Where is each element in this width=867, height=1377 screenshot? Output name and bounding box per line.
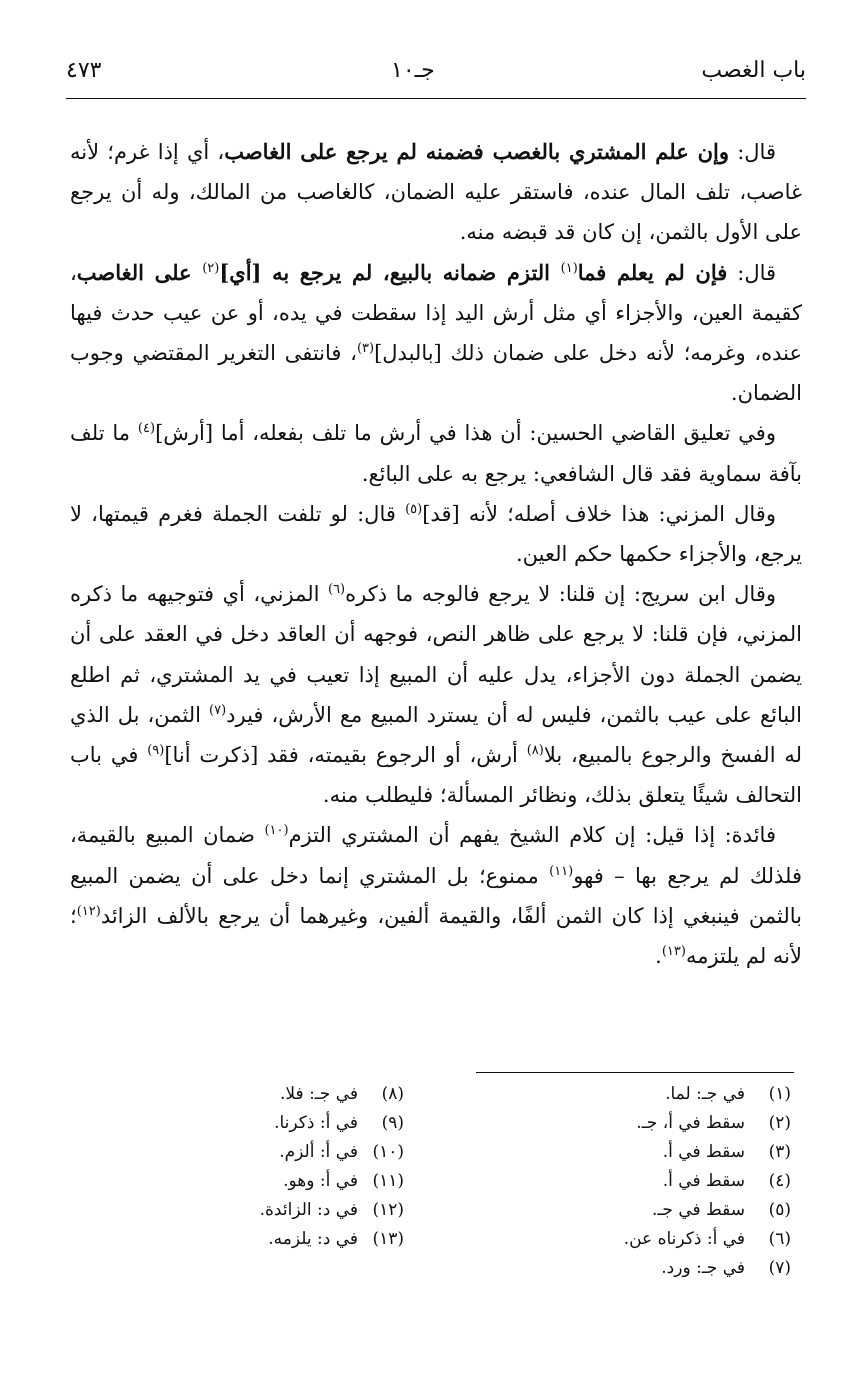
footnote-text: سقط في جـ. bbox=[652, 1200, 745, 1220]
bold-text: وإن علم المشتري بالغصب فضمنه لم يرجع على الغاصب bbox=[224, 139, 730, 164]
footnote-ref: (١٣) bbox=[661, 944, 686, 960]
footnote-ref: (٦) bbox=[327, 582, 346, 598]
footnote bbox=[461, 1167, 791, 1196]
bold-text: على الغاصب bbox=[76, 259, 203, 285]
footnote-text: في جـ: فلا. bbox=[280, 1084, 358, 1104]
footnote-number: (٢) bbox=[768, 1113, 791, 1133]
footnote-text: في د: يلزمه. bbox=[268, 1229, 358, 1249]
footnote-text: سقط في أ. bbox=[662, 1171, 745, 1191]
paragraph-text: وفي تعليق القاضي الحسين: أن هذا في أرش ما تلف بفعله، أما [أرش] bbox=[155, 421, 776, 446]
footnote bbox=[461, 1196, 791, 1225]
paragraph-text: وقال المزني: هذا خلاف أصله؛ لأنه [قد] bbox=[422, 501, 776, 526]
paragraph-text: ، فانتفى التغرير المقتضي وجوب الضمان. bbox=[70, 341, 802, 406]
footnote-text: في أ: ذكرناه عن. bbox=[623, 1229, 745, 1249]
footnote-number: (٣) bbox=[768, 1142, 791, 1162]
footnote bbox=[74, 1167, 404, 1196]
paragraph-text: ضمان المبيع بالقيمة، فلذلك لم يرجع بها – فهو bbox=[70, 823, 802, 888]
footnote-divider bbox=[476, 1072, 794, 1073]
paragraph bbox=[70, 132, 802, 253]
footnote-ref: (٧) bbox=[209, 702, 227, 718]
footnote-number: (٥) bbox=[768, 1200, 791, 1220]
footnote-number: (٤) bbox=[768, 1171, 791, 1191]
volume-label: جـ١٠ bbox=[391, 58, 435, 83]
paragraph-text: ما تلف بآفة سماوية فقد قال الشافعي: يرجع به على البائع. bbox=[70, 421, 802, 486]
footnote-ref: (٢) bbox=[202, 260, 220, 276]
paragraph bbox=[70, 253, 802, 414]
footnote-number: (٦) bbox=[768, 1229, 791, 1249]
paragraph bbox=[70, 815, 802, 976]
footnote-text: في أ: وهو. bbox=[283, 1171, 358, 1191]
paragraph-lead: قال: bbox=[727, 260, 777, 285]
footnote-number: (١) bbox=[768, 1084, 791, 1104]
footnote bbox=[74, 1138, 404, 1167]
footnote bbox=[74, 1109, 404, 1138]
bold-text: التزم ضمانه بالبيع، لم يرجع به [أي] bbox=[219, 259, 561, 285]
paragraph-text: ممنوع؛ بل المشتري إنما دخل على أن يضمن المبيع بالثمن فينبغي إذا كان الثمن ألفًا، والقيمة ألفين، وغيرهما أن يرجع بالألف الزائد bbox=[70, 863, 802, 928]
chapter-title: باب الغصب bbox=[701, 58, 806, 83]
footnote-number: (١٢) bbox=[372, 1200, 404, 1220]
paragraph bbox=[70, 494, 802, 574]
footnote-ref: (١٠) bbox=[264, 823, 289, 839]
footnotes-column-left bbox=[74, 1080, 404, 1254]
footnote-number: (١١) bbox=[372, 1171, 404, 1191]
footnote-number: (٩) bbox=[381, 1113, 404, 1133]
footnote bbox=[74, 1080, 404, 1109]
paragraph-text: ؛ لأنه لم يلتزمه bbox=[70, 903, 802, 969]
footnote bbox=[461, 1225, 791, 1254]
footnotes-column-right bbox=[461, 1080, 791, 1283]
paragraph bbox=[70, 574, 802, 815]
footnote-ref: (٣) bbox=[356, 341, 375, 357]
footnote-text: سقط في أ، جـ. bbox=[636, 1113, 745, 1133]
footnote-number: (١٠) bbox=[372, 1142, 404, 1162]
footnote-number: (٧) bbox=[768, 1258, 791, 1278]
footnote-number: (١٣) bbox=[372, 1229, 404, 1249]
footnote-ref: (١) bbox=[560, 260, 578, 276]
footnote-number: (٨) bbox=[381, 1084, 404, 1104]
paragraph bbox=[70, 413, 802, 493]
footnote bbox=[461, 1109, 791, 1138]
paragraph-text: ، أي إذا غرم؛ لأنه غاصب، تلف المال عنده، فاستقر عليه الضمان، كالغاصب من المالك، وله أن يرجع على الأول بالثمن، إن كان قد قبضه منه. bbox=[70, 140, 802, 245]
paragraph-text: المزني، أي فتوجيهه ما ذكره المزني، فإن قلنا: لا يرجع على ظاهر النص، فوجهه أن العاقد دخل في العقد على أن يضمن الجملة دون الأجزاء، يدل عليه أن المبيع إذا تعيب في يد المشتري، ثم اطلع البائع على عيب بالثمن، فليس له أن يسترد المبيع مع الأرش، فيرد bbox=[70, 582, 802, 727]
footnote-ref: (٥) bbox=[405, 501, 423, 517]
running-head bbox=[66, 58, 806, 94]
paragraph-text: أرش، أو الرجوع بقيمته، فقد [ذكرت أنا] bbox=[164, 743, 527, 768]
paragraph-text: . bbox=[655, 944, 662, 969]
footnote-ref: (١٢) bbox=[76, 903, 101, 919]
footnote bbox=[461, 1138, 791, 1167]
bold-text: فإن لم يعلم فما bbox=[577, 259, 728, 285]
footnote-ref: (٨) bbox=[526, 743, 544, 759]
footnote-ref: (١١) bbox=[549, 863, 574, 879]
footnote bbox=[74, 1196, 404, 1225]
main-text bbox=[70, 132, 802, 976]
footnote-text: في أ: ألزم. bbox=[279, 1142, 358, 1162]
footnote-ref: (٤) bbox=[137, 421, 156, 437]
footnote-text: في جـ: ورد. bbox=[661, 1258, 745, 1278]
footnote-text: في أ: ذكرنا. bbox=[274, 1113, 358, 1133]
footnote bbox=[461, 1254, 791, 1283]
paragraph-text: ، كقيمة العين، والأجزاء أي مثل أرش اليد إذا سقطت في يده، أو عن عيب حدث فيها عنده، وغرمه؛ لأنه دخل على ضمان ذلك [بالبدل] bbox=[70, 260, 802, 366]
paragraph-text: قال: لو تلفت الجملة فغرم قيمتها، لا يرجع، والأجزاء حكمها حكم العين. bbox=[70, 501, 802, 567]
footnote bbox=[461, 1080, 791, 1109]
paragraph-lead: قال: bbox=[729, 140, 776, 164]
header-divider bbox=[66, 98, 806, 99]
footnote bbox=[74, 1225, 404, 1254]
footnote-text: في جـ: لما. bbox=[665, 1084, 745, 1104]
page-number: ٤٧٣ bbox=[66, 58, 102, 83]
footnote-text: سقط في أ. bbox=[662, 1142, 745, 1162]
footnote-text: في د: الزائدة. bbox=[259, 1200, 358, 1220]
paragraph-text: الثمن، بل الذي له الفسخ والرجوع بالمبيع، بلا bbox=[70, 702, 803, 768]
paragraph-text: في باب التحالف شيئًا يتعلق بذلك، ونظائر المسألة؛ فليطلب منه. bbox=[70, 743, 802, 808]
paragraph-text: وقال ابن سريج: إن قلنا: لا يرجع فالوجه ما ذكره bbox=[345, 582, 776, 607]
paragraph-text: فائدة: إذا قيل: إن كلام الشيخ يفهم أن المشتري التزم bbox=[288, 823, 776, 848]
footnote-ref: (٩) bbox=[147, 743, 165, 759]
